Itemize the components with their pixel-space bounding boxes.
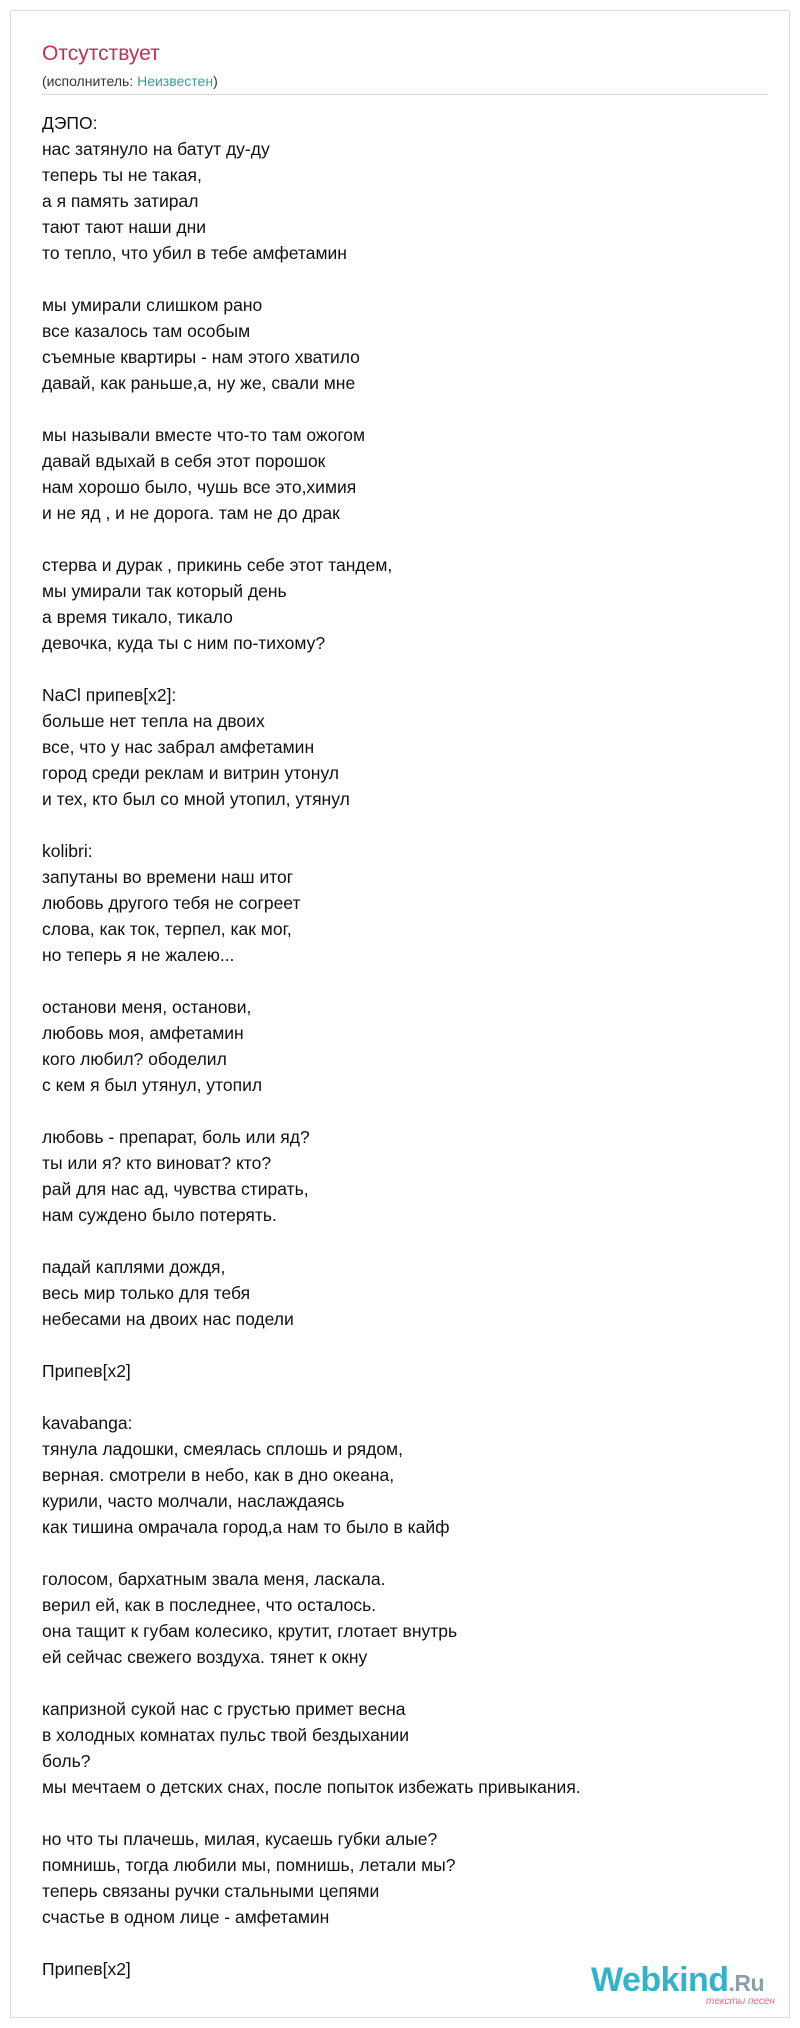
header-divider <box>42 94 767 95</box>
logo-tld: .Ru <box>728 1970 765 1996</box>
performer-prefix: (исполнитель: <box>42 73 138 89</box>
lyrics-text: ДЭПО: нас затянуло на батут ду-ду теперь ты не такая, а я память затирал тают тают наши дни то тепло, что убил в тебе амфетамин мы умирали слишком рано все казалось там особым съемные квартиры - нам этого хватило давай, как раньше,а, ну же, свали мне мы называли вместе что-то там ожогом давай вдыхай в себя этот порошок нам хорошо было, чушь все это,химия и не яд , и не дорога. там не до драк стерва и дурак , прикинь себе этот тандем, мы умирали так который день а время тикало, тикало девочка, куда ты с ним по-тихому? NaCl припев[x2]: больше нет тепла на двоих все, что у нас забрал амфетамин город среди реклам и витрин утонул и тех, кто был со мной утопил, утянул kolibri: запутаны во времени наш итог любовь другого тебя не согреет слова, как ток, терпел, как мог, но теперь я не жалею... останови меня, останови, любовь моя, амфетамин кого любил? ободелил с кем я был утянул, утопил любовь - препарат, боль или яд? ты или я? кто виноват? кто? рай для нас ад, чувства стирать, нам суждено было потерять. падай каплями дождя, весь мир только для тебя небесами на двоих нас подели Припев[x2] kavabanga: тянула ладошки, смеялась сплошь и рядом, верная. смотрели в небо, как в дно океана, курили, часто молчали, наслаждаясь как тишина омрачала город,а нам то было в кайф голосом, бархатным звала меня, ласкала. верил ей, как в последнее, что осталось. она тащит к губам колесико, крутит, глотает внутрь ей сейчас свежего воздуха. тянет к окну капризной сукой нас с грустью примет весна в холодных комнатах пульс твой бездыхании боль? мы мечтаем о детских снах, после попыток избежать привыкания. но что ты плачешь, милая, кусаешь губки алые? помнишь, тогда любили мы, помнишь, летали мы? теперь связаны ручки стальными цепями счастье в одном лице - амфетамин Припев[x2] <box>42 113 581 1979</box>
logo-tagline: тексты песен <box>706 1996 775 2007</box>
site-logo[interactable] <box>583 1963 788 2015</box>
logo-wordmark <box>591 1963 764 1997</box>
performer-line <box>42 74 218 88</box>
logo-main-text: Webkind <box>591 1961 729 1999</box>
lyrics-page <box>10 10 790 2018</box>
performer-link[interactable]: Неизвестен <box>137 73 214 89</box>
performer-suffix: ) <box>213 73 218 89</box>
song-title: Отсутствует <box>42 42 160 65</box>
